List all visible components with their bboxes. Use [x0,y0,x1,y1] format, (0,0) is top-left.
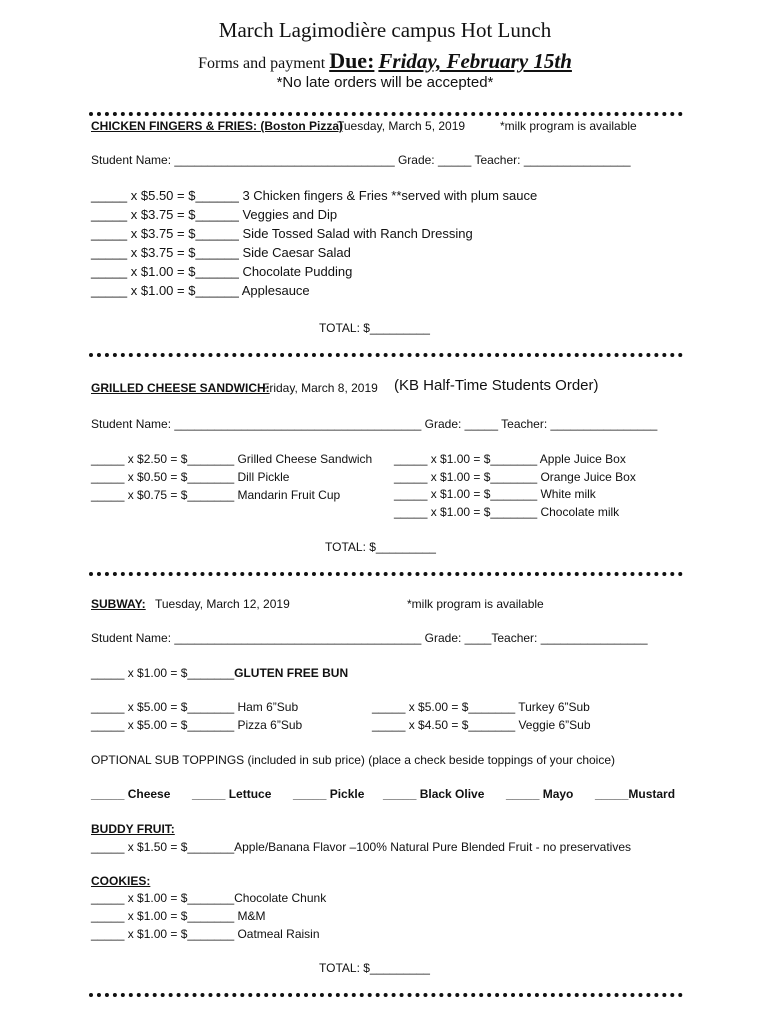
chicken-item[interactable]: _____ x $5.50 = $______ 3 Chicken fingers & Fries **served with plum sauce [91,188,538,203]
sub-item[interactable]: _____ x $5.00 = $_______ Pizza 6”Sub [91,718,303,732]
grilled-student-line[interactable]: Student Name: _____________________________________ Grade: _____ Teacher: ________________ [91,417,658,431]
topping-option[interactable]: _____ Cheese [91,787,171,801]
grilled-note: (KB Half-Time Students Order) [394,377,599,394]
drink-item[interactable]: _____ x $1.00 = $_______ White milk [394,487,596,501]
due-date: Friday, February 15th [378,49,572,73]
grilled-item[interactable]: _____ x $2.50 = $_______ Grilled Cheese Sandwich [91,452,373,466]
sub-item[interactable]: _____ x $4.50 = $_______ Veggie 6”Sub [372,718,591,732]
cookie-item[interactable]: _____ x $1.00 = $_______ Oatmeal Raisin [91,927,320,941]
grilled-item[interactable]: _____ x $0.50 = $_______ Dill Pickle [91,470,290,484]
section-divider [89,572,683,576]
topping-option[interactable]: _____ Black Olive [383,787,485,801]
subway-student-line[interactable]: Student Name: _____________________________________ Grade: ____Teacher: ________________ [91,631,648,645]
form-title: March Lagimodière campus Hot Lunch [218,18,552,42]
toppings-note: OPTIONAL SUB TOPPINGS (included in sub price) (place a check beside toppings of your choice) [91,753,616,767]
cookies-title: COOKIES: [91,874,151,888]
topping-option[interactable]: _____ Pickle [293,787,365,801]
drink-item[interactable]: _____ x $1.00 = $_______ Orange Juice Box [394,470,636,484]
grilled-total[interactable]: TOTAL: $_________ [325,540,436,554]
chicken-item[interactable]: _____ x $1.00 = $______ Chocolate Pudding [91,264,353,279]
chicken-date: Tuesday, March 5, 2019 [337,119,466,133]
chicken-total[interactable]: TOTAL: $_________ [319,321,430,335]
gluten-free-row[interactable] [91,666,348,680]
chicken-item[interactable]: _____ x $3.75 = $______ Veggies and Dip [91,207,338,222]
topping-option[interactable]: _____ Mayo [506,787,574,801]
grilled-item[interactable]: _____ x $0.75 = $_______ Mandarin Fruit Cup [91,488,341,502]
section-divider [89,993,683,997]
cookie-item[interactable]: _____ x $1.00 = $_______Chocolate Chunk [91,891,327,905]
due-prefix: Forms and payment [198,55,330,72]
chicken-item[interactable]: _____ x $1.00 = $______ Applesauce [91,283,310,298]
section-divider [89,112,683,116]
grilled-section-title: GRILLED CHEESE SANDWICH: [91,381,270,395]
drink-item[interactable]: _____ x $1.00 = $_______ Apple Juice Box [394,452,626,466]
cookie-item[interactable]: _____ x $1.00 = $_______ M&M [91,909,266,923]
no-late-notice: *No late orders will be accepted* [276,74,494,91]
subway-section-title: SUBWAY: [91,597,146,611]
chicken-section-title: CHICKEN FINGERS & FRIES: (Boston Pizza) [91,119,344,133]
cookies-total[interactable]: TOTAL: $_________ [319,961,430,975]
topping-option[interactable]: _____Mustard [595,787,676,801]
drink-item[interactable]: _____ x $1.00 = $_______ Chocolate milk [394,505,620,519]
subway-milk-note: *milk program is available [407,597,544,611]
chicken-item[interactable]: _____ x $3.75 = $______ Side Tossed Salad with Ranch Dressing [91,226,473,241]
due-word: Due: [329,48,375,73]
gluten-free-label: GLUTEN FREE BUN [234,666,349,680]
buddy-fruit-item[interactable]: _____ x $1.50 = $_______Apple/Banana Flavor –100% Natural Pure Blended Fruit - no preservatives [91,840,632,854]
sub-item[interactable]: _____ x $5.00 = $_______ Ham 6”Sub [91,700,299,714]
chicken-milk-note: *milk program is available [500,119,637,133]
chicken-item[interactable]: _____ x $3.75 = $______ Side Caesar Salad [91,245,351,260]
chicken-student-line[interactable]: Student Name: _________________________________ Grade: _____ Teacher: ________________ [91,153,631,167]
section-divider [89,353,683,357]
topping-option[interactable]: _____ Lettuce [192,787,272,801]
sub-item[interactable]: _____ x $5.00 = $_______ Turkey 6”Sub [372,700,590,714]
grilled-date: Friday, March 8, 2019 [262,381,378,395]
subway-date: Tuesday, March 12, 2019 [155,597,290,611]
gluten-free-blanks: _____ x $1.00 = $_______ [91,666,235,680]
due-line [0,48,770,74]
buddy-fruit-title: BUDDY FRUIT: [91,822,175,836]
